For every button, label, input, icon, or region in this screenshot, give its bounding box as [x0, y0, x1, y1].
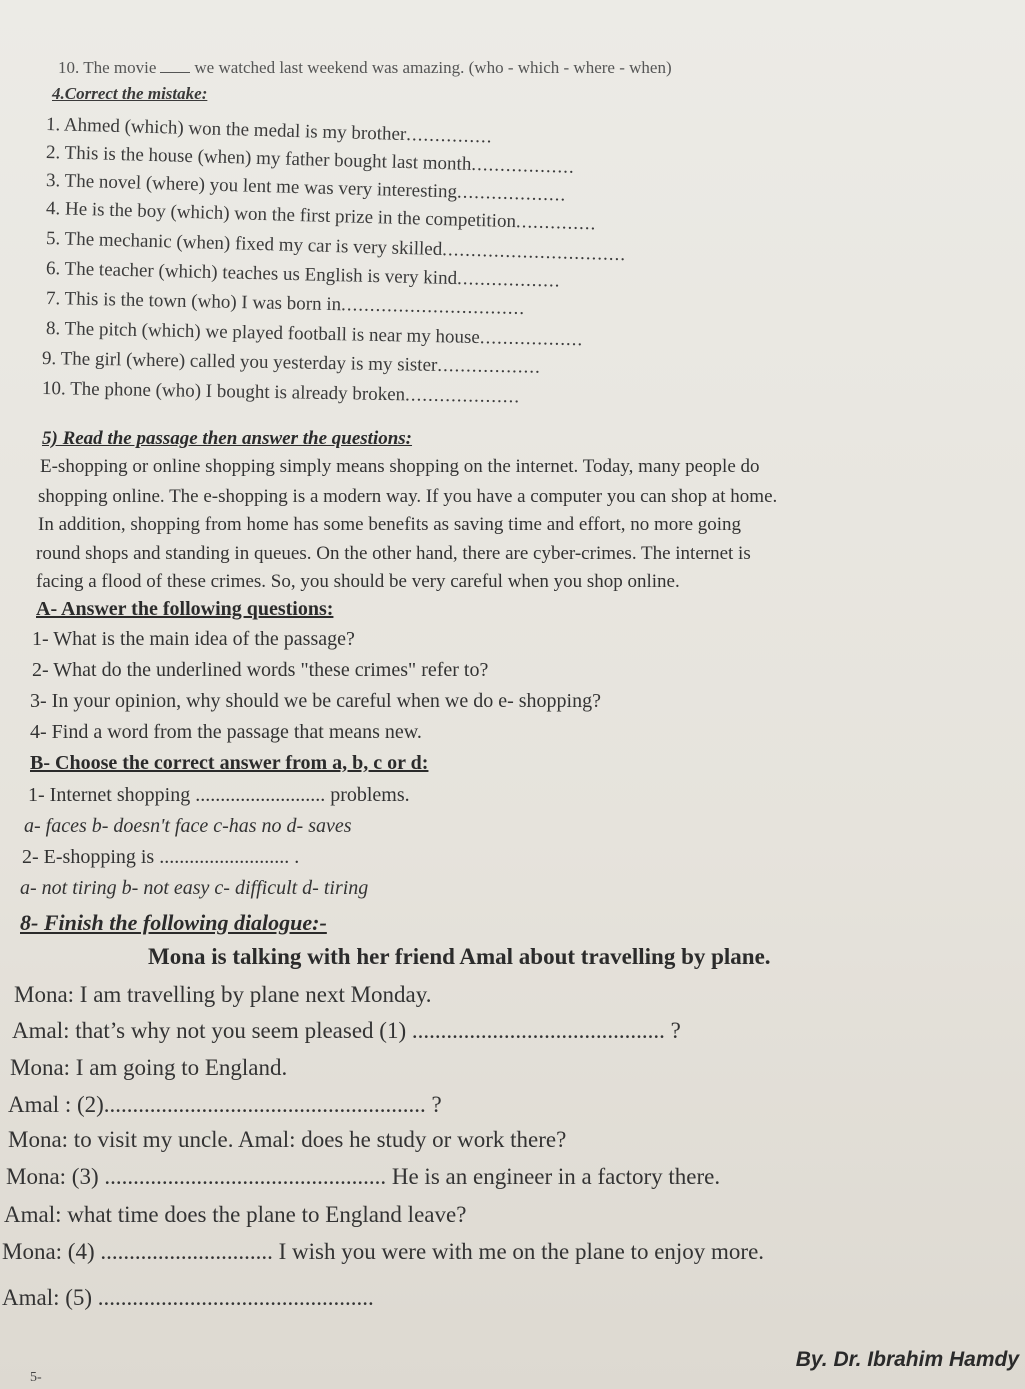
part-b-heading: B- Choose the correct answer from a, b, c or d: [30, 752, 429, 774]
list-item: 8. The pitch (which) we played football is near my house.................. [45, 318, 584, 351]
dialogue-line: Amal: what time does the plane to England leave? [4, 1202, 467, 1227]
dialogue-line: Mona: I am going to England. [10, 1055, 288, 1080]
dialogue-line: Mona: to visit my uncle. Amal: does he study or work there? [8, 1127, 567, 1152]
mcq-2: 2- E-shopping is .......................... . [22, 846, 300, 868]
list-item: 7. This is the town (who) I was born in................................ [45, 288, 526, 320]
q10-end: we watched last weekend was amazing. (who - which - where - when) [194, 58, 672, 77]
list-item: 3. The novel (where) you lent me was very interesting................... [45, 170, 567, 206]
mcq-2-options: a- not tiring b- not easy c- difficult d- tiring [20, 877, 369, 899]
q10-blank [160, 72, 190, 73]
question-item: 1- What is the main idea of the passage? [32, 628, 355, 650]
dialogue-title: Mona is talking with her friend Amal about travelling by plane. [148, 944, 771, 969]
dialogue-line: Amal : (2)........................................................ ? [8, 1092, 442, 1117]
dialogue-heading: 8- Finish the following dialogue:- [20, 910, 327, 935]
reading-heading: 5) Read the passage then answer the questions: [42, 428, 413, 449]
dialogue-line: Amal: that’s why not you seem pleased (1) ............................................ ? [12, 1018, 681, 1043]
list-item: 2. This is the house (when) my father bought last month.................. [45, 142, 576, 178]
mcq-1: 1- Internet shopping .......................... problems. [28, 784, 410, 806]
list-item: 6. The teacher (which) teaches us English is very kind.................. [45, 258, 561, 292]
question-item: 2- What do the underlined words "these crimes" refer to? [32, 659, 489, 681]
dialogue-line: Mona: I am travelling by plane next Monday. [14, 982, 432, 1007]
passage-line: round shops and standing in queues. On the other hand, there are cyber-crimes. The internet is [36, 543, 751, 564]
correct-mistake-heading: 4.Correct the mistake: [52, 84, 208, 103]
passage-line: shopping online. The e-shopping is a modern way. If you have a computer you can shop at home. [38, 486, 778, 507]
passage-line: E-shopping or online shopping simply means shopping on the internet. Today, many people do [40, 456, 760, 477]
list-item: 9. The girl (where) called you yesterday is my sister.................. [41, 348, 541, 378]
list-item: 4. He is the boy (which) won the first prize in the competition.............. [45, 198, 597, 235]
page-number: 5- [30, 1370, 42, 1385]
question-item: 4- Find a word from the passage that means new. [30, 721, 422, 743]
list-item: 10. The phone (who) I bought is already broken.................... [41, 378, 521, 408]
dialogue-line: Mona: (4) .............................. I wish you were with me on the plane to enjoy more. [2, 1239, 765, 1264]
question-item: 3- In your opinion, why should we be careful when we do e- shopping? [30, 690, 601, 712]
passage-line: In addition, shopping from home has some benefits as saving time and effort, no more going [38, 514, 742, 535]
dialogue-line: Mona: (3) ................................................. He is an engineer in a factory there. [6, 1164, 721, 1189]
dialogue-line: Amal: (5) ................................................ [2, 1285, 374, 1310]
q10-start: 10. The movie [58, 58, 157, 77]
author-credit: By. Dr. Ibrahim Hamdy [795, 1348, 1019, 1371]
passage-line: facing a flood of these crimes. So, you should be very careful when you shop online. [36, 571, 680, 592]
list-item: 1. Ahmed (which) won the medal is my brother............... [45, 114, 493, 148]
part-a-heading: A- Answer the following questions: [36, 598, 334, 620]
mcq-1-options: a- faces b- doesn't face c-has no d- saves [24, 815, 352, 837]
list-item: 5. The mechanic (when) fixed my car is very skilled................................ [45, 228, 627, 266]
question-10-fill-blank [58, 58, 672, 78]
